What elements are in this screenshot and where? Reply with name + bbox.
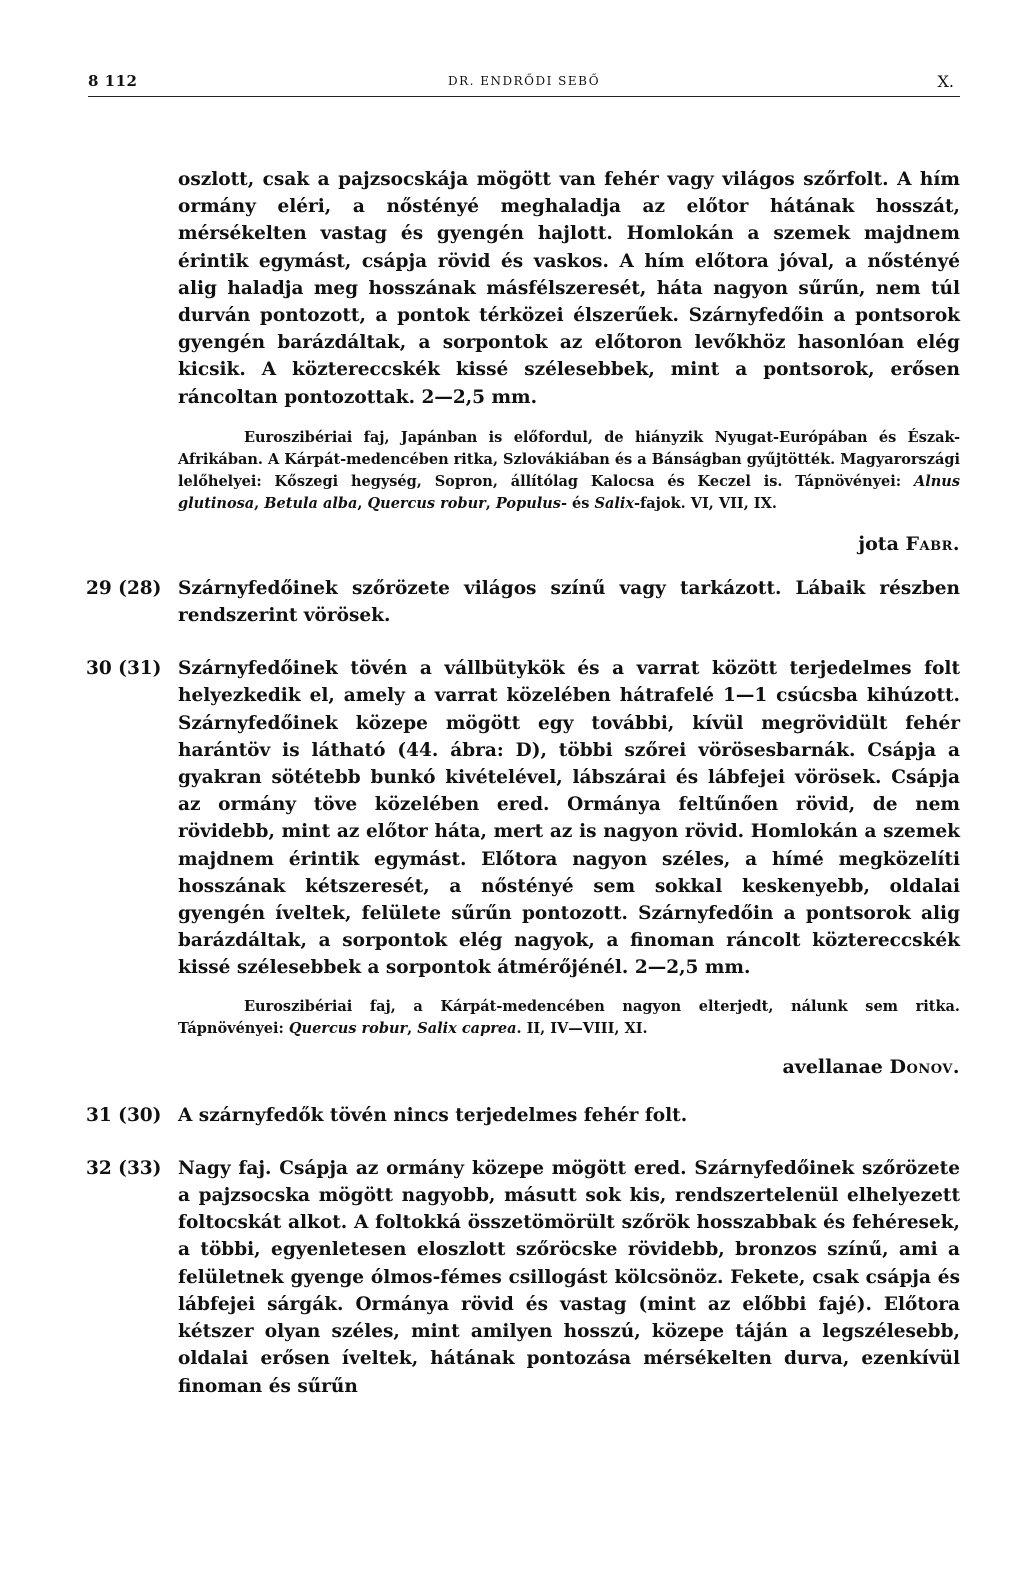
key-number: 30 (31) (86, 658, 162, 680)
key-item (86, 1102, 960, 1129)
key-number: 31 (30) (86, 1104, 162, 1126)
distribution-note: Euroszibériai faj, a Kárpát-medencében nagyon elterjedt, nálunk sem ritka. Tápnövényei: Quercus robur, Salix caprea. II, IV—VIII, XI. (178, 997, 960, 1037)
key-item (86, 655, 960, 1078)
key-number: 32 (33) (86, 1157, 162, 1179)
key-item (86, 575, 960, 629)
key-item (86, 1155, 960, 1400)
running-head-author: DR. ENDRŐDI SEBŐ (447, 74, 601, 88)
page-header (88, 66, 960, 97)
key-text: Szárnyfedőinek tövén a vállbütykök és a varrat között terjedelmes folt helyezkedik el, amely a varrat közelében hátrafelé 1—1 csúcsba kihúzott. Szárnyfedőinek közepe mögött egy további, kívül megrövidült fehér harántöv is látható (44. ábra: D), többi szőrei vörösesbarnák. Csápja a gyakran sötétebb bunkó kivételével, lábszárai és lábfejei vörösek. Csápja az ormány töve közelében ered. Ormánya feltűnően rövid, de nem rövidebb, mint az előtor háta, mert az is nagyon rövid. Homlokán a szemek majdnem érintik egymást. Előtora nagyon széles, a hímé megközelíti hosszának kétszeresét, a nőstényé sem sokkal keskenyebb, oldalai gyengén íveltek, felülete sűrűn pontozott. Szárnyfedőin a pontsorok alig barázdáltak, a sorpontok elég nagyok, a finoman ráncolt köztereccskék kissé szélesebbek a sorpontok átmérőjénél. 2—2,5 mm. (178, 658, 960, 979)
key-text: Szárnyfedőinek szőrözete világos színű vagy tarkázott. Lábaik részben rendszerint vörösek. (178, 577, 960, 627)
distribution-note: Euroszibériai faj, Japánban is előfordul, de hiányzik Nyugat-Európában és Észak-Afrikában. A Kárpát-medencében ritka, Szlovákiában és a Bánságban gyűjtötték. Magyarországi lelőhelyei: Kőszegi hegység, Sopron, állítólag Kalocsa és Keczel is. Tápnövényei: Alnus glutinosa, Betula alba, Quercus robur, Populus- és Salix-fajok. VI, VII, IX. (178, 428, 961, 512)
species-name: avellanae Donov. (782, 1055, 960, 1078)
key-text: Nagy faj. Csápja az ormány közepe mögött ered. Szárnyfedőinek szőrözete a pajzsocska mögött nagyobb, másutt sok kis, rendszertelenül elhelyezett foltocskát alkot. A foltokká összetömörült szőrök hosszabbak és fehéresek, a többi, egyenletesen eloszlott szőröcske rövidebb, bronzos színű, ami a felületnek gyenge ólmos-fémes csillogást kölcsönöz. Fekete, csak csápja és lábfejei sárgák. Ormánya rövid és vastag (mint az előbbi fajé). Előtora kétszer olyan széles, mint amilyen hosszú, közepe táján a legszélesebb, oldalai erősen íveltek, hátának pontozása mérsékelten durva, ezenkívül finoman és sűrűn (178, 1157, 960, 1397)
intro-paragraph: oszlott, csak a pajzsocskája mögött van fehér vagy világos szőrfolt. A hím ormány eléri, a nőstényé meghaladja az előtor hátának hosszát, mérsékelten vastag és gyengén hajlott. Homlokán a szemek majdnem érintik egymást, csápja rövid és vaskos. A hím előtora jóval, a nőstényé alig haladja meg hosszának másfélszeresét, háta nagyon sűrűn, nem túl durván pontozott, a pontok térközei élszerűek. Szárnyfedőin a pontsorok gyengén barázdáltak, a sorpontok az előtoron levőkhöz hasonlóan elég kicsik. A köztereccskék kissé szélesebbek, mint a pontsorok, erősen ráncoltan pontozottak. 2—2,5 mm. (178, 169, 960, 408)
key-text: A szárnyfedők tövén nincs terjedelmes fehér folt. (178, 1104, 688, 1126)
species-name: jota Fabr. (858, 532, 960, 555)
page-body (86, 166, 961, 1400)
page-number: 8 112 (88, 72, 138, 90)
key-number: 29 (28) (86, 577, 162, 599)
chapter-number: X. (937, 72, 954, 91)
